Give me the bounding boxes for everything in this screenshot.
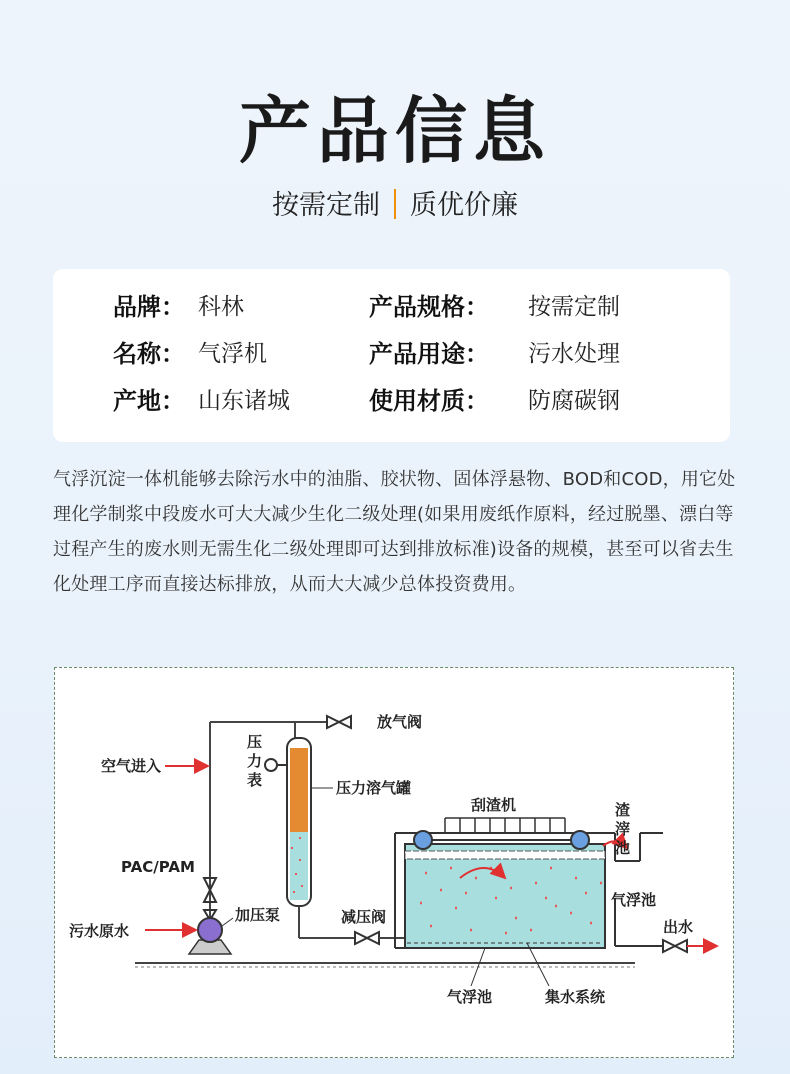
label-air-in: 空气进入 <box>101 757 162 775</box>
label-sludge-2: 滓 <box>615 820 631 838</box>
label-gauge-3: 表 <box>247 771 263 789</box>
info-label-origin: 产地： <box>99 383 195 419</box>
flotation-tank <box>395 833 615 948</box>
info-value-material: 防腐碳钢 <box>528 388 620 414</box>
product-description: 气浮沉淀一体机能够去除污水中的油脂、胶状物、固体浮悬物、BOD和COD，用它处理化学制浆中段废水可大大减少生化二级处理(如果用废纸作原料，经过脱墨、漂白等过程产生的废水则无需生化二级处理即可达到排放标准)设备的规模，甚至可以省去生化处理工序而直接达标排放，从而大大减少总体投资费用。 <box>53 469 736 595</box>
air-inlet-pipe <box>165 722 295 930</box>
label-sludge-1: 渣 <box>615 801 631 819</box>
label-gauge-2: 力 <box>247 752 263 770</box>
label-gauge-1: 压 <box>247 733 263 751</box>
subtitle-right: 质优价廉 <box>410 190 518 221</box>
label-float-tank-bottom: 气浮池 <box>447 988 493 1006</box>
info-label-material: 使用材质： <box>355 383 499 419</box>
label-tank: 压力溶气罐 <box>336 779 412 797</box>
info-value-spec: 按需定制 <box>528 294 620 320</box>
label-outlet: 出水 <box>663 918 694 936</box>
process-diagram-svg <box>55 668 733 1057</box>
subtitle-left: 按需定制 <box>272 190 380 221</box>
label-pac: PAC/PAM <box>121 858 195 876</box>
info-value-name: 气浮机 <box>198 341 267 367</box>
product-info-card <box>53 269 730 442</box>
info-value-brand: 科林 <box>198 294 244 320</box>
label-collector: 集水系统 <box>545 988 606 1006</box>
label-vent-valve: 放气阀 <box>377 713 423 731</box>
vent-pipe <box>295 716 351 728</box>
info-label-brand: 品牌： <box>99 289 195 325</box>
label-sludge-3: 池 <box>615 839 631 857</box>
sludge-tank <box>603 833 663 861</box>
info-label-usage: 产品用途： <box>355 336 499 372</box>
page-subtitle <box>0 186 790 226</box>
info-row <box>53 289 730 335</box>
subtitle-divider <box>394 189 396 219</box>
info-row <box>53 383 730 429</box>
process-diagram <box>54 667 734 1058</box>
pressure-gauge-icon <box>265 759 287 771</box>
pump-icon <box>145 918 233 954</box>
page-title: 产品信息 <box>238 89 551 173</box>
label-scraper: 刮渣机 <box>471 796 517 814</box>
info-value-usage: 污水处理 <box>528 341 620 367</box>
ground-line <box>135 963 635 967</box>
info-label-name: 名称： <box>99 336 195 372</box>
label-raw-water: 污水原水 <box>69 922 130 940</box>
info-label-spec: 产品规格： <box>355 289 499 325</box>
info-row <box>53 336 730 382</box>
label-pump: 加压泵 <box>235 906 281 924</box>
pressure-tank <box>287 738 333 906</box>
label-reducing-valve: 减压阀 <box>341 908 387 926</box>
label-float-tank-right: 气浮池 <box>611 891 657 909</box>
info-value-origin: 山东诸城 <box>198 388 290 414</box>
